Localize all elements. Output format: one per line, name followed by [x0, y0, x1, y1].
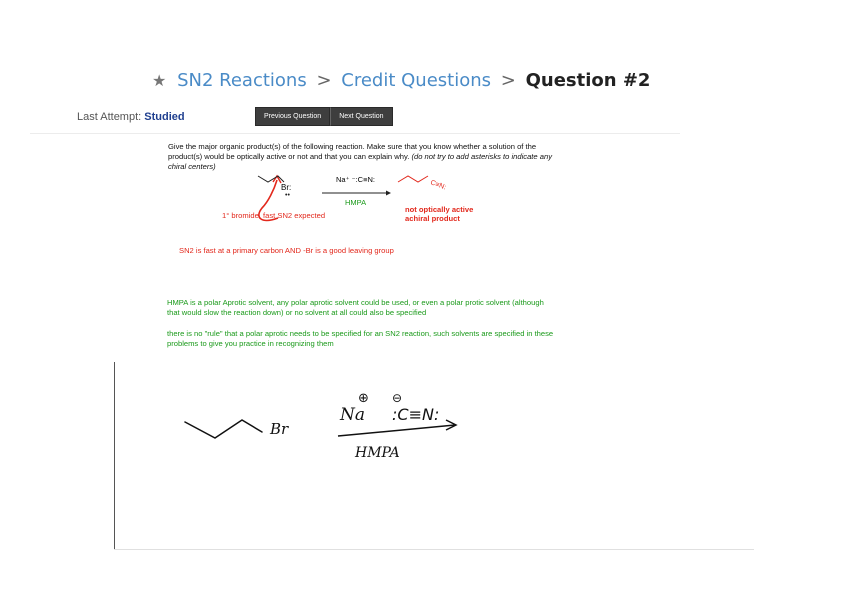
divider — [30, 133, 680, 134]
breadcrumb-credit-questions[interactable]: Credit Questions — [341, 70, 492, 91]
note-optical-line1: not optically active — [405, 205, 474, 214]
sketch-plus: ⊕ — [358, 391, 369, 406]
question-italic: (do not try to add asterisks to indicate any chiral centers) — [168, 152, 552, 171]
sketch-na: Na — [340, 405, 366, 425]
reaction-diagram — [150, 160, 570, 280]
note-hmpa: HMPA is a polar Aprotic solvent, any polar aprotic solvent could be used, or even a polar protic solvent (although that would slow the reaction down) or no solvent at all could also be specified — [167, 298, 544, 317]
next-question-button[interactable]: Next Question — [330, 107, 392, 126]
last-attempt-value: Studied — [144, 111, 185, 123]
sketch-hmpa: HMPA — [355, 445, 400, 461]
sketch-br: Br — [270, 420, 289, 438]
breadcrumb-separator: > — [316, 70, 332, 91]
solvent-label: HMPA — [345, 198, 367, 207]
product-skeleton — [398, 176, 428, 182]
sketch-minus: ⊖ — [392, 391, 403, 405]
canvas-bottom-border — [114, 549, 754, 550]
lone-pair-dots: •• — [285, 192, 290, 199]
reactant-br: Br: — [281, 183, 292, 192]
canvas-left-border — [114, 362, 115, 549]
product-cn: C≡N: — [429, 179, 447, 192]
breadcrumb-sn2-reactions[interactable]: SN2 Reactions — [177, 70, 307, 91]
note-rule: there is no "rule" that a polar aprotic needs to be specified for an SN2 reaction, such solvents are specified in these problems to give you practice in recognizing them — [167, 329, 554, 348]
breadcrumb — [152, 70, 650, 91]
note-primary: 1° bromide, fast SN2 expected — [222, 211, 326, 220]
breadcrumb-separator: > — [500, 70, 516, 91]
sketch-chain — [185, 420, 262, 438]
page-title: Question #2 — [525, 70, 651, 91]
star-icon[interactable]: ★ — [152, 71, 167, 90]
last-attempt — [77, 111, 185, 123]
last-attempt-label: Last Attempt: — [77, 111, 142, 123]
reaction-arrow-head — [386, 191, 391, 196]
reagent-label: Na⁺ ⁻:C≡N: — [336, 175, 375, 184]
previous-question-button[interactable]: Previous Question — [255, 107, 330, 126]
note-optical-line2: achiral product — [405, 214, 460, 223]
sketch-arrow — [338, 425, 455, 436]
handwritten-sketch[interactable] — [170, 380, 490, 470]
note-optical — [405, 205, 473, 223]
note-fast: SN2 is fast at a primary carbon AND -Br is a good leaving group — [179, 246, 394, 255]
sketch-cn: :C≡N: — [392, 405, 440, 424]
question-nav — [255, 107, 393, 126]
question-body: Give the major organic product(s) of the following reaction. Make sure that you know whether a solution of the product(s) would be optically active or not and that you can explain why. — [168, 142, 537, 161]
